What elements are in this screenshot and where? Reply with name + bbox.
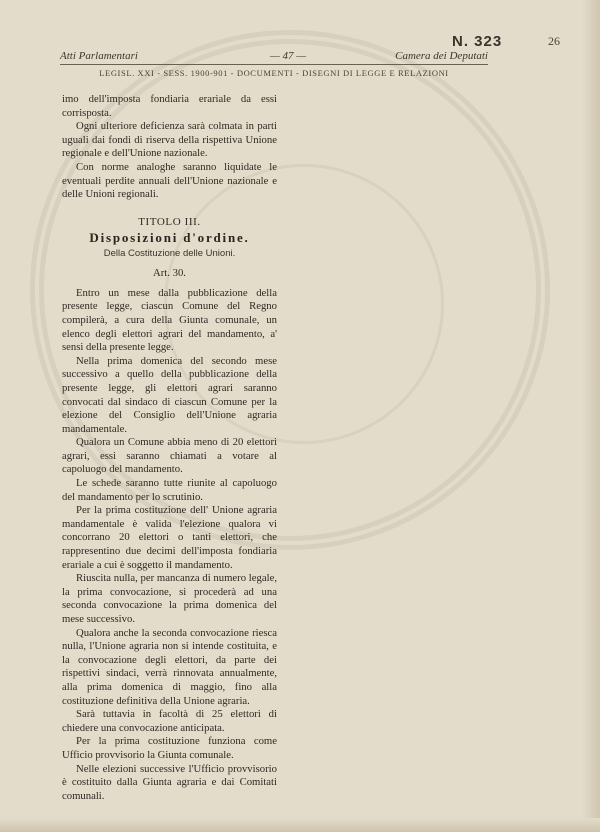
section-title: Disposizioni d'ordine. bbox=[89, 229, 250, 245]
article-paragraph: Riuscita nulla, per mancanza di numero legale, la prima convocazione, si procederà ad una seconda convocazione la prima domenica del mese successivo. bbox=[62, 572, 277, 625]
running-header bbox=[60, 50, 488, 64]
page-edge-shadow bbox=[582, 0, 600, 832]
header-rule bbox=[60, 64, 488, 65]
article-paragraph: Le schede saranno tutte riunite al capoluogo del mandamento per lo scrutinio. bbox=[62, 477, 277, 503]
corner-page-number: 26 bbox=[548, 34, 560, 48]
header-left: Atti Parlamentari bbox=[60, 50, 138, 62]
intro-paragraph: Ogni ulteriore deficienza sarà colmata in parti uguali dai fondi di riserva della rispettiva Unione regionale e dell'Unione nazionale. bbox=[62, 120, 277, 160]
article-paragraph: Entro un mese dalla pubblicazione della presente legge, ciascun Comune del Regno compilerà, a cura della Giunta comunale, un elenco degli elettori agrari del mandamento, a' sensi della presente legge. bbox=[62, 286, 277, 354]
document-number: N. 323 bbox=[452, 33, 503, 50]
article-heading: Art. 30. bbox=[153, 266, 186, 279]
page-number: — 47 — bbox=[270, 50, 307, 62]
page-bottom-shadow bbox=[0, 818, 600, 832]
titolo-heading: TITOLO III. bbox=[138, 215, 201, 228]
header-right: Camera dei Deputati bbox=[395, 50, 488, 62]
text-column bbox=[62, 93, 277, 803]
article-paragraph: Per la prima costituzione dell' Unione agraria mandamentale è valida l'elezione qualora vi concorrano 20 elettori o tanti elettori, che rappresentino due decimi dell'imposta fondiaria erariale a cui è soggetto il mandamento. bbox=[62, 504, 277, 571]
article-paragraph: Sarà tuttavia in facoltà di 25 elettori di chiedere una convocazione anticipata. bbox=[62, 708, 277, 734]
article-paragraph: Nella prima domenica del secondo mese successivo a quello della pubblicazione della presente legge, gli elettori agrari saranno convocati dal sindaco di ciascun Comune per la elezione del Consiglio dell'Unione agraria mandamentale. bbox=[62, 354, 277, 435]
article-paragraph: Qualora anche la seconda convocazione riesca nulla, l'Unione agraria non si intende costituita, e la convocazione degli elettori, da parte dei rispettivi sindaci, verrà rinnovata annualmente, alla prima domenica di maggio, fino alla costituzione definitiva della Unione agraria. bbox=[62, 626, 277, 707]
article-paragraph: Qualora un Comune abbia meno di 20 elettori agrari, essi saranno chiamati a votare al capoluogo del mandamento. bbox=[62, 436, 277, 476]
article-paragraph: Nelle elezioni successive l'Ufficio provvisorio è costituito dalla Giunta agraria e dai Comitati comunali. bbox=[62, 762, 277, 802]
section-subtitle: Della Costituzione delle Unioni. bbox=[103, 247, 236, 259]
intro-paragraph: imo dell'imposta fondiaria erariale da essi corrisposta. bbox=[62, 93, 277, 119]
intro-paragraph: Con norme analoghe saranno liquidate le eventuali perdite annuali dell'Unione nazionale e delle Unioni regionali. bbox=[62, 160, 277, 201]
article-paragraph: Per la prima costituzione funziona come Ufficio provvisorio la Giunta comunale. bbox=[62, 735, 277, 761]
legislature-subheader: LEGISL. XXI - SESS. 1900-901 - DOCUMENTI - DISEGNI DI LEGGE E RELAZIONI bbox=[99, 68, 449, 78]
